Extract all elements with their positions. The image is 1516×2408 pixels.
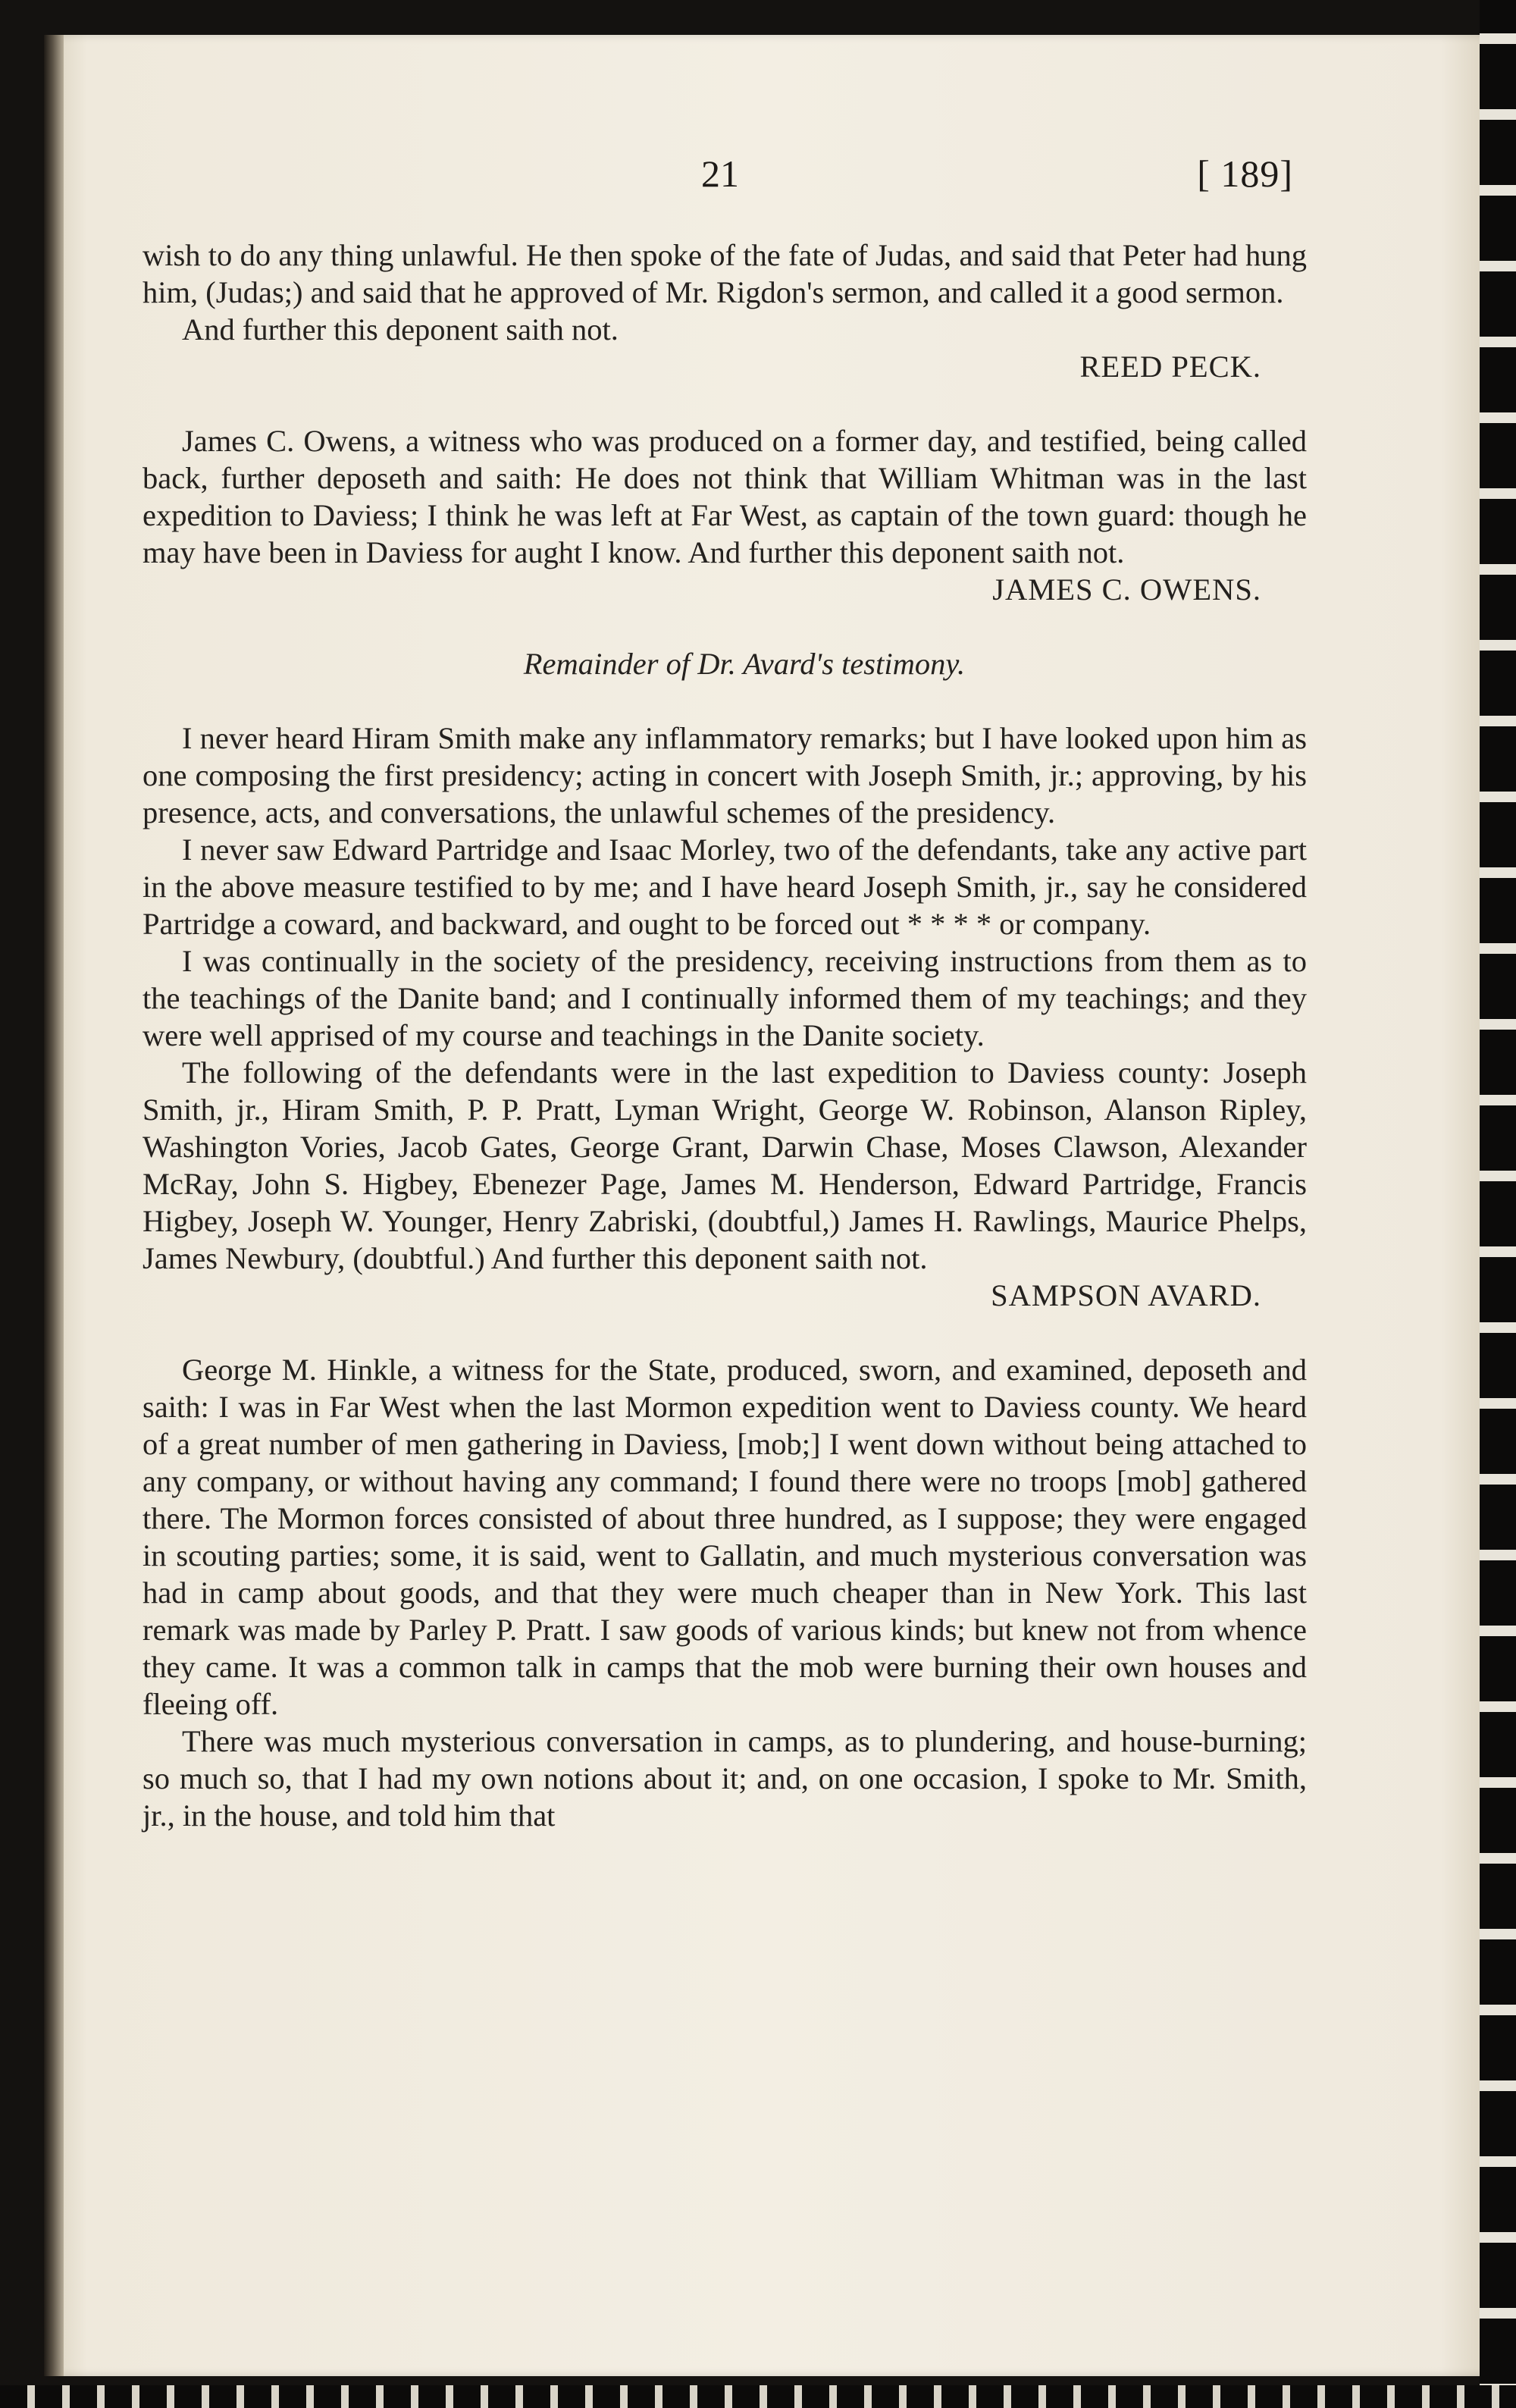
body-text	[143, 237, 1307, 1834]
page-number: 21	[701, 152, 739, 195]
paragraph: The following of the defendants were in the last expedition to Daviess county: Joseph Smith, jr., Hiram Smith, P. P. Pratt, Lyman Wright, George W. Robinson, Alanson Ripley, Washington Vories, Jacob Gates, George Grant, Darwin Chase, Moses Clawson, Alexander McRay, John S. Higbey, Ebenezer Page, James M. Henderson, Edward Partridge, Francis Higbey, Joseph W. Younger, Henry Zabriski, (doubtful,) James H. Rawlings, Maurice Phelps, James Newbury, (doubtful.) And further this deponent saith not.	[143, 1055, 1307, 1275]
scan-edge-right	[1480, 0, 1516, 2408]
spacer	[143, 682, 1307, 720]
signature-sampson-avard: SAMPSON AVARD.	[991, 1278, 1261, 1312]
paragraph: There was much mysterious conversation in camps, as to plundering, and house-burning; so much so, that I had my own notions about it; and, on one occasion, I spoke to Mr. Smith, jr., in the house, and told him that	[143, 1724, 1307, 1833]
paragraph: wish to do any thing unlawful. He then spoke of the fate of Judas, and said that Peter had hung him, (Judas;) and said that he approved of Mr. Rigdon's sermon, and called it a good sermon.	[143, 238, 1307, 309]
paragraph: James C. Owens, a witness who was produced on a former day, and testified, being called back, further deposeth and saith: He does not think that William Whitman was in the last expedition to Daviess; I think he was left at Far West, as captain of the town guard: though he may have been in Daviess for aught I know. And further this deponent saith not.	[143, 424, 1307, 569]
paragraph: I was continually in the society of the presidency, receiving instructions from them as to the teachings of the Danite band; and I continually informed them of my teachings; and they were well apprised of my course and teachings in the Danite society.	[143, 944, 1307, 1052]
document-number: [ 189]	[1197, 152, 1293, 195]
spacer	[143, 608, 1307, 645]
spacer	[143, 1314, 1307, 1351]
scan-edge-bottom	[0, 2385, 1516, 2408]
page-binding-shadow	[44, 35, 64, 2376]
paragraph: I never heard Hiram Smith make any inflammatory remarks; but I have looked upon him as one composing the first presidency; acting in concert with Joseph Smith, jr.; approving, by his presence, acts, and conversations, the unlawful schemes of the presidency.	[143, 721, 1307, 829]
spacer	[143, 385, 1307, 422]
paragraph: I never saw Edward Partridge and Isaac Morley, two of the defendants, take any active part in the above measure testified to by me; and I have heard Joseph Smith, jr., say he considered Partridge a coward, and backward, and ought to be forced out * * * * or company.	[143, 832, 1307, 941]
paragraph: George M. Hinkle, a witness for the State, produced, sworn, and examined, deposeth and saith: I was in Far West when the last Mormon expedition went to Daviess county. We heard of a great number of men gathering in Daviess, [mob;] I went down without being attached to any company, or without having any command; I found there were no troops [mob] gathered there. The Mormon forces consisted of about three hundred, as I suppose; they were engaged in scouting parties; some, it is said, went to Gallatin, and much mysterious conversation was had in camp about goods, and that they were much cheaper than in New York. This last remark was made by Parley P. Pratt. I saw goods of various kinds; but knew not from whence they came. It was a common talk in camps that the mob were burning their own houses and fleeing off.	[143, 1353, 1307, 1721]
signature-reed-peck: REED PECK.	[1079, 350, 1261, 384]
signature-james-owens: JAMES C. OWENS.	[992, 572, 1261, 607]
page-header	[0, 152, 1516, 212]
paragraph: And further this deponent saith not.	[182, 312, 619, 346]
section-title: Remainder of Dr. Avard's testimony.	[523, 647, 966, 681]
